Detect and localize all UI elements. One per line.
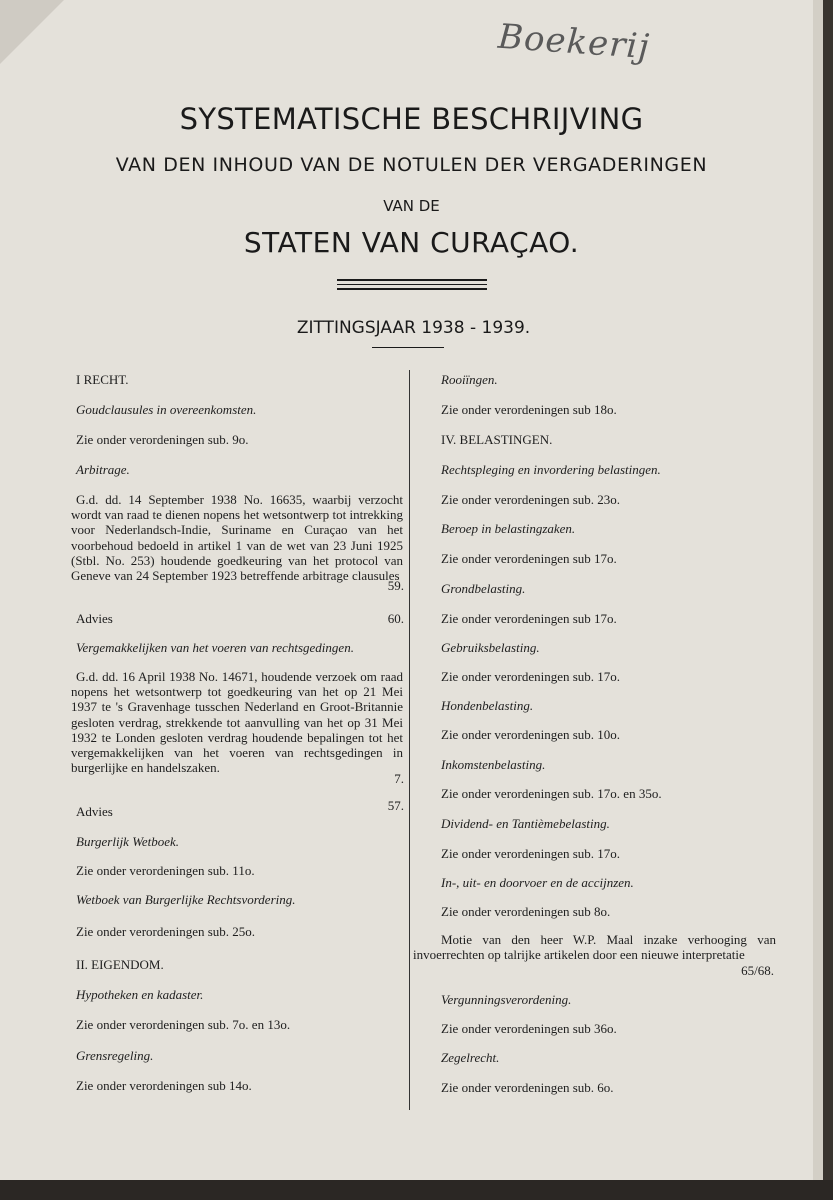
reference-line: Zie onder verordeningen sub. 11o. (76, 863, 255, 878)
reference-line: Zie onder verordeningen sub 8o. (441, 904, 611, 919)
title-rule-top (337, 279, 487, 281)
page-reference: 7. (394, 771, 404, 786)
page-reference: 57. (387, 798, 404, 813)
page-reference: 60. (387, 611, 404, 626)
title-rule-middle (337, 284, 487, 285)
reference-line: Zie onder verordeningen sub. 25o. (76, 924, 256, 939)
reference-line: Zie onder verordeningen sub. 23o. (441, 492, 621, 507)
document-subtitle: VAN DEN INHOUD VAN DE NOTULEN DER VERGADERINGEN (115, 154, 708, 176)
reference-line: Zie onder verordeningen sub. 17o. en 35o. (441, 786, 662, 801)
reference-line: Zie onder verordeningen sub 17o. (441, 611, 617, 626)
reference-line: Zie onder verordeningen sub. 9o. (76, 432, 249, 447)
subject-heading: Arbitrage. (76, 462, 130, 477)
session-underline (372, 347, 444, 348)
column-divider (409, 370, 410, 1110)
reference-line: Zie onder verordeningen sub. 7o. en 13o. (76, 1017, 291, 1032)
session-year: ZITTINGSJAAR 1938 - 1939. (296, 318, 531, 338)
subject-heading: Burgerlijk Wetboek. (76, 834, 180, 849)
title-rule-bottom (337, 288, 487, 290)
reference-line: Zie onder verordeningen sub. 6o. (441, 1080, 614, 1095)
subject-heading: Gebruiksbelasting. (441, 640, 540, 655)
document-van-de: VAN DE (383, 197, 440, 215)
handwritten-note: Boekerij (496, 16, 652, 68)
scan-border (0, 1180, 833, 1200)
reference-line: Zie onder verordeningen sub. 17o. (441, 846, 621, 861)
subject-heading: Wetboek van Burgerlijke Rechtsvordering. (76, 892, 296, 907)
subject-heading: Beroep in belastingzaken. (441, 521, 576, 536)
subject-heading: Dividend- en Tantièmebelasting. (441, 816, 610, 831)
subject-heading: Grondbelasting. (441, 581, 526, 596)
subject-heading: Rooiïngen. (441, 372, 498, 387)
page-reference: 59. (387, 578, 404, 593)
subject-heading: Vergemakkelijken van het voeren van rechtsgedingen. (76, 640, 354, 655)
reference-line: Zie onder verordeningen sub. 17o. (441, 669, 621, 684)
reference-line: Zie onder verordeningen sub 17o. (441, 551, 617, 566)
paragraph-entry: G.d. dd. 14 September 1938 No. 16635, waarbij verzocht wordt van raad te dienen nopens het wetsontwerp tot intrekking voor Nederlandsch-Indie, Suriname en Curaçao van het voorbehoud bedoeld in artikel 1 van de wet van 23 Juni 1925 (Stbl. No. 253) houdende goedkeuring van het protocol van Geneve van 24 September 1923 betreffende arbitrage clausules (71, 492, 403, 584)
paragraph-entry: G.d. dd. 16 April 1938 No. 14671, houdende verzoek om raad nopens het wetsontwerp tot goedkeuring van het op 21 Mei 1937 te 's Gravenhage tusschen Nederland en Groot-Britannie gesloten verdrag, strekkende tot aanvulling van het op 31 Mei 1932 te Londen gesloten verdrag houdende bepalingen tot het vergemakkelijken van het voeren van rechtsgedingen in burgerlijke en handelszaken. (71, 669, 403, 776)
section-heading: IV. BELASTINGEN. (441, 432, 553, 447)
subject-heading: Vergunningsverordening. (441, 992, 572, 1007)
subject-heading: Hondenbelasting. (441, 698, 534, 713)
document-body-name: STATEN VAN CURAÇAO. (243, 226, 580, 259)
advies-label: Advies (76, 611, 113, 626)
advies-label: Advies (76, 804, 113, 819)
corner-fold (0, 0, 64, 64)
subject-heading: Goudclausules in overeenkomsten. (76, 402, 257, 417)
subject-heading: Inkomstenbelasting. (441, 757, 546, 772)
document-title: SYSTEMATISCHE BESCHRIJVING (179, 102, 644, 136)
reference-line: Zie onder verordeningen sub. 10o. (441, 727, 621, 742)
subject-heading: Hypotheken en kadaster. (76, 987, 204, 1002)
subject-heading: Zegelrecht. (441, 1050, 500, 1065)
subject-heading: Rechtspleging en invordering belastingen. (441, 462, 661, 477)
section-heading: I RECHT. (76, 372, 129, 387)
subject-heading: In-, uit- en doorvoer en de accijnzen. (441, 875, 634, 890)
subject-heading: Grensregeling. (76, 1048, 154, 1063)
reference-line: Zie onder verordeningen sub 36o. (441, 1021, 617, 1036)
page-reference: 65/68. (741, 963, 774, 978)
section-heading: II. EIGENDOM. (76, 957, 164, 972)
page-edge-shadow (813, 0, 823, 1180)
reference-line: Zie onder verordeningen sub 18o. (441, 402, 617, 417)
reference-line: Zie onder verordeningen sub 14o. (76, 1078, 252, 1093)
paragraph-entry: Motie van den heer W.P. Maal inzake verhooging van invoerrechten op talrijke artikelen door een nieuwe interpretatie (413, 932, 776, 963)
